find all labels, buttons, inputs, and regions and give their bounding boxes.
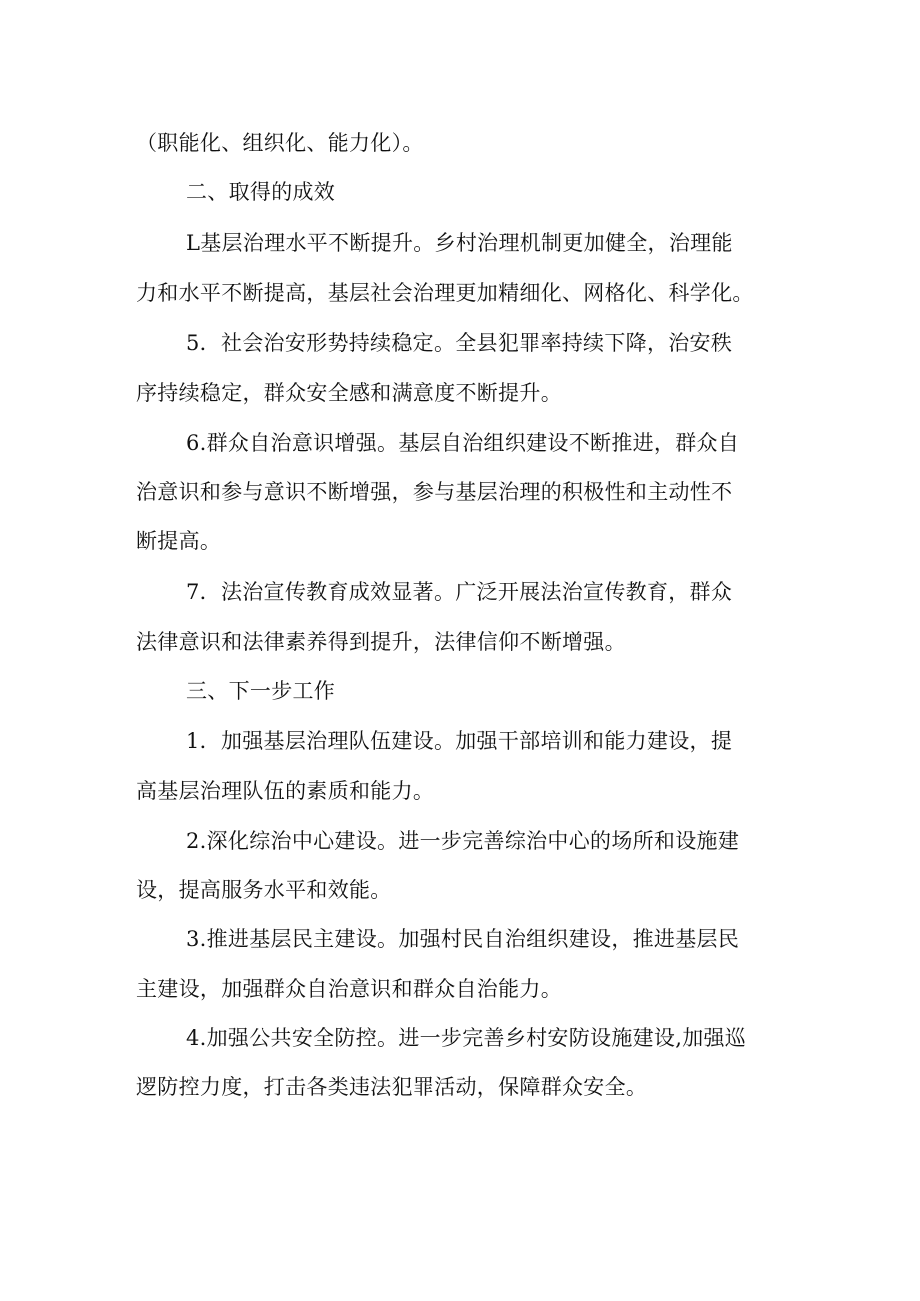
paragraph-line: L基层治理水平不断提升。乡村治理机制更加健全，治理能 <box>186 231 733 255</box>
paragraph-line: 7．法治宣传教育成效显著。广泛开展法治宣传教育，群众 <box>186 580 733 604</box>
paragraph-line: 逻防控力度，打击各类违法犯罪活动，保障群众安全。 <box>136 1075 648 1099</box>
paragraph-line: 2.深化综治中心建设。进一步完善综治中心的场所和设施建 <box>186 829 740 853</box>
paragraph-line: 高基层治理队伍的素质和能力。 <box>136 779 435 803</box>
paragraph-line: 主建设，加强群众自治意识和群众自治能力。 <box>136 977 562 1001</box>
paragraph-line: 序持续稳定，群众安全感和满意度不断提升。 <box>136 381 562 405</box>
paragraph-line: 3.推进基层民主建设。加强村民自治组织建设，推进基层民 <box>186 927 740 951</box>
paragraph-line: 6.群众自治意识增强。基层自治组织建设不断推进，群众自 <box>186 431 740 455</box>
paragraph-line: 法律意识和法律素养得到提升，法律信仰不断增强。 <box>136 630 626 654</box>
paragraph-line: 断提高。 <box>136 529 222 553</box>
paragraph-line: 4.加强公共安全防控。进一步完善乡村安防设施建设,加强巡 <box>186 1026 747 1050</box>
paragraph-line: 1．加强基层治理队伍建设。加强干部培训和能力建设，提 <box>186 729 733 753</box>
paragraph-line: 力和水平不断提高，基层社会治理更加精细化、网格化、科学化。 <box>136 281 754 305</box>
paragraph-line: 设，提高服务水平和效能。 <box>136 878 392 902</box>
paragraph-line: 5．社会治安形势持续稳定。全县犯罪率持续下降，治安秩 <box>186 331 733 355</box>
section-heading-next-steps: 三、下一步工作 <box>186 679 336 703</box>
paragraph-line: 治意识和参与意识不断增强，参与基层治理的积极性和主动性不 <box>136 480 733 504</box>
section-heading-achievements: 二、取得的成效 <box>186 180 336 204</box>
paragraph-continuation: （职能化、组织化、能力化）。 <box>136 131 424 155</box>
